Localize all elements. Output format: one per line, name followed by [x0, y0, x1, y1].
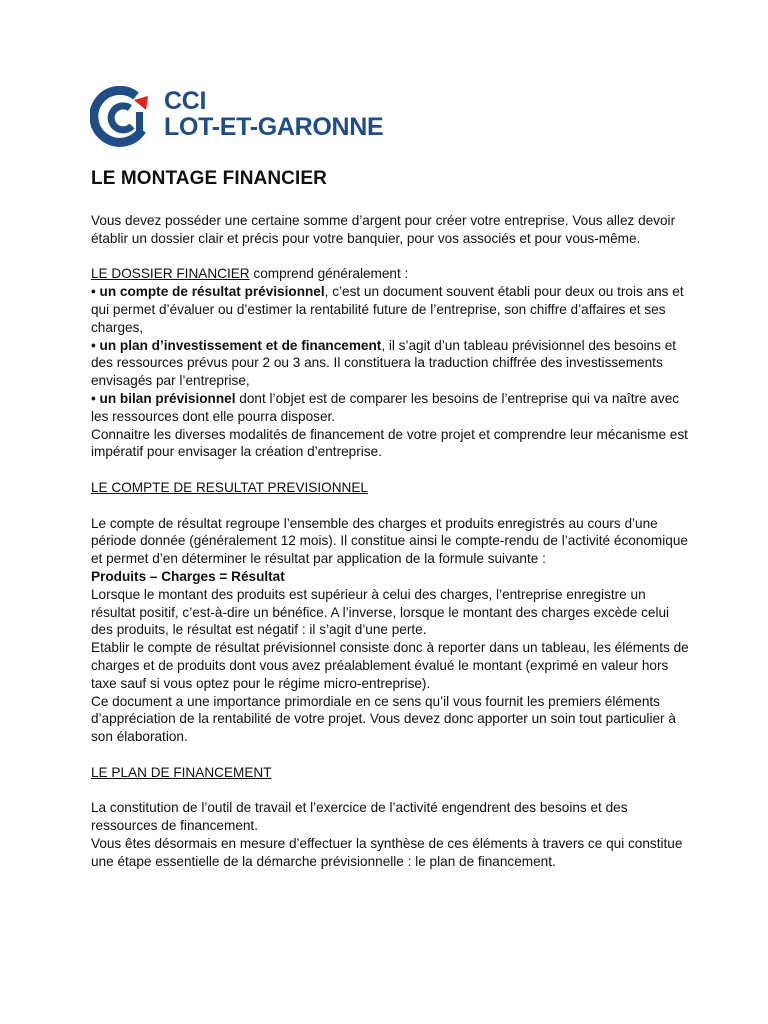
- plan-paragraph-1: La constitution de l’outil de travail et l’exercice de l’activité engendrent des besoins et des ressources de financement.: [91, 800, 628, 834]
- document-body: [91, 166, 691, 870]
- dossier-item: [91, 283, 691, 336]
- dossier-heading-line: [91, 265, 691, 283]
- compte-paragraph-3: Etablir le compte de résultat prévisionnel consiste donc à reporter dans un tableau, les éléments de charges et de produits dont vous avez préalablement évalué le montant (exprimé en valeur hors taxe sauf si vous optez pour le régime micro-entreprise).: [91, 640, 689, 691]
- cci-logo-wordmark: [164, 88, 383, 140]
- compte-paragraph-2: Lorsque le montant des produits est supérieur à celui des charges, l’entreprise enregistre un résultat positif, c’est-à-dire un bénéfice. A l’inverse, lorsque le montant des charges excède celui des produits, le résultat est négatif : il s’agit d’une perte.: [91, 586, 670, 638]
- intro-paragraph: Vous devez posséder une certaine somme d’argent pour créer votre entreprise. Vous allez devoir établir un dossier clair et précis pour votre banquier, pour vos associés et pour vous-même.: [91, 213, 676, 246]
- dossier-heading: LE DOSSIER FINANCIER: [91, 266, 250, 282]
- logo-line-2: LOT-ET-GARONNE: [164, 113, 384, 141]
- plan-heading: LE PLAN DE FINANCEMENT: [91, 764, 272, 780]
- dossier-item-text: dont l’objet est de comparer les besoins de l’entreprise qui va naître avec les ressources dont elle pourra disposer.: [91, 390, 680, 424]
- dossier-heading-rest: comprend généralement :: [249, 266, 409, 282]
- bullet: •: [91, 337, 100, 353]
- compte-heading: LE COMPTE DE RESULTAT PREVISIONNEL: [91, 479, 368, 495]
- page-title: LE MONTAGE FINANCIER: [91, 168, 327, 189]
- dossier-item-text: , il s’agit d’un tableau prévisionnel des besoins et des ressources prévus pour 2 ou 3 ans. Il constituera la traduction chiffrée des investissements envisagés par l’entreprise,: [91, 337, 677, 389]
- dossier-closing: Connaitre les diverses modalités de financement de votre projet et comprendre leur mécanisme est impératif pour envisager la création d’entreprise.: [91, 426, 688, 460]
- compte-paragraph-1: Le compte de résultat regroupe l’ensemble des charges et produits enregistrés au cours d’une période donnée (généralement 12 mois). Il constitue ainsi le compte-rendu de l’activité économique et permet d’en déterminer le résultat par application de la formule suivante :: [91, 515, 688, 567]
- dossier-item: [91, 337, 691, 390]
- dossier-item-bold: un plan d’investissement et de financement: [99, 337, 382, 353]
- dossier-item: [91, 390, 691, 426]
- bullet: •: [91, 284, 100, 300]
- cci-logo-icon: [90, 84, 154, 148]
- bullet: •: [91, 390, 100, 406]
- plan-paragraph-2: Vous êtes désormais en mesure d’effectuer la synthèse de ces éléments à travers ce qui constitue une étape essentielle de la démarche prévisionnelle : le plan de financement.: [91, 835, 683, 869]
- logo-line-1: CCI: [164, 87, 207, 115]
- dossier-item-bold: un compte de résultat prévisionnel: [99, 284, 325, 300]
- cci-logo: [90, 84, 390, 150]
- compte-paragraph-4: Ce document a une importance primordiale en ce sens qu’il vous fournit les premiers éléments d’appréciation de la rentabilité de votre projet. Vous devez donc apporter un soin tout particulier à son élaboration.: [91, 693, 676, 745]
- dossier-item-bold: un bilan prévisionnel: [99, 390, 236, 406]
- compte-formula: Produits – Charges = Résultat: [91, 568, 285, 584]
- dossier-item-text: , c’est un document souvent établi pour deux ou trois ans et qui permet d’évaluer ou d’estimer la rentabilité future de l’entreprise, son chiffre d’affaires et ses charges,: [91, 284, 684, 335]
